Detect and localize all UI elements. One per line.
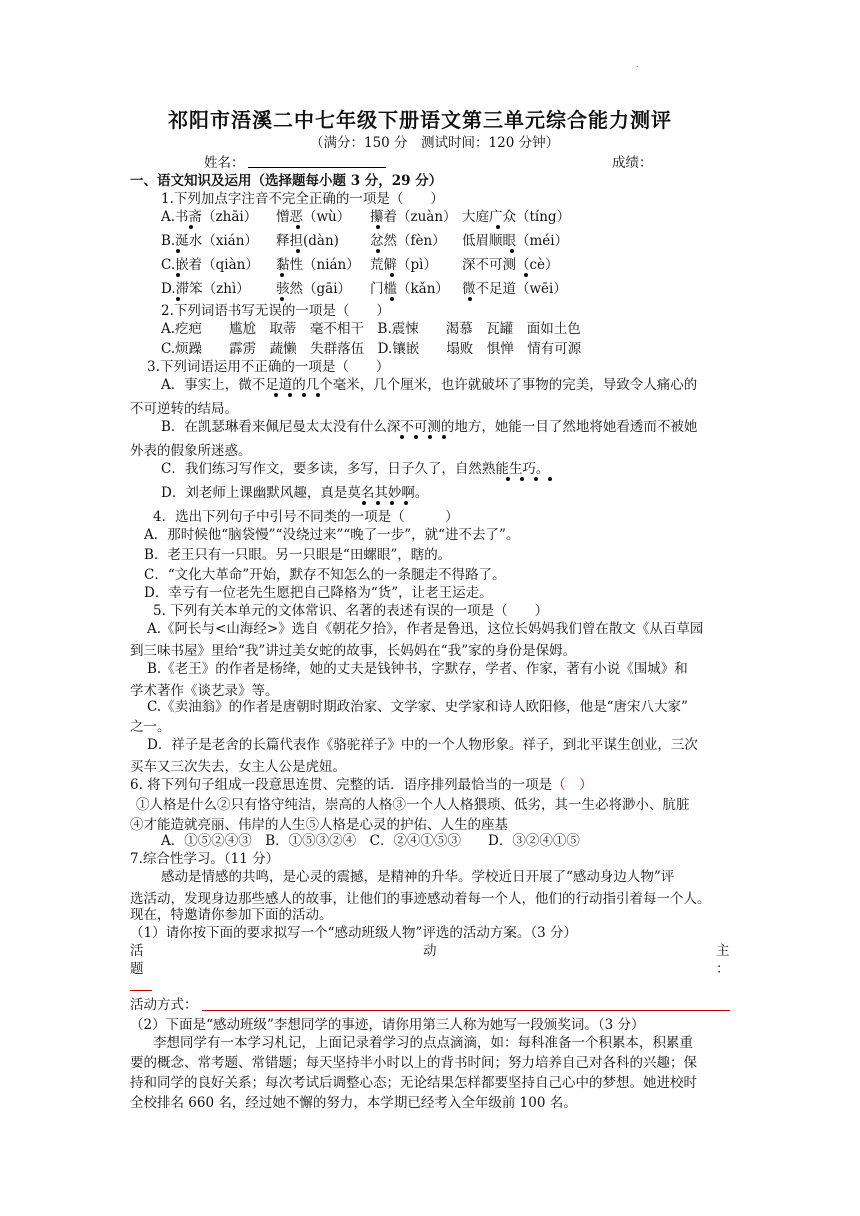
activity-method-label: 活动方式： — [130, 997, 198, 1013]
q3-option-d: D．刘老师上课幽默风趣，真是莫名其妙啊。 — [161, 485, 429, 501]
q6-options: A．①⑤②④③ B．①⑤③②④ C．②④①⑤③ D．③②④①⑤ — [161, 833, 580, 849]
q6-stem — [130, 774, 593, 796]
activity-theme-char-3: 主 — [716, 943, 730, 959]
name-label: 姓名： — [204, 155, 245, 171]
q2-row-1: A.疙疤 尴尬 取蒂 毫不相干 B.震悚 渴慕 瓦罐 面如土色 — [161, 321, 581, 337]
q1-option-a-2: 憎恶（wù） — [276, 209, 351, 225]
name-field[interactable] — [248, 167, 386, 168]
score-label: 成绩： — [612, 155, 653, 171]
activity-theme-char-1: 活 — [130, 943, 144, 959]
q1-option-b-1: B.涎水（xián） — [161, 233, 258, 249]
q1-option-c-3: 荒僻（pì） — [370, 257, 437, 273]
page-subtitle: （满分：150 分 测试时间：120 分钟） — [310, 135, 560, 151]
emphasis-dot — [534, 477, 538, 481]
q3-option-a-line2: 不可逆转的结局。 — [130, 401, 238, 417]
emphasis-dot — [288, 393, 292, 397]
q4-option-c: C．“文化大革命”开始，默存不知怎么的一条腿走不得路了。 — [144, 567, 506, 583]
activity-theme-char-2: 动 — [423, 943, 437, 959]
emphasis-dot — [520, 477, 524, 481]
emphasis-dot — [390, 501, 394, 505]
emphasis-dot — [442, 435, 446, 439]
q1-option-d-2: 骇然（gāi） — [276, 281, 352, 297]
emphasis-dot — [524, 273, 528, 277]
story-line1: 李想同学有一本学习札记，上面记录着学习的点点滴滴，如：每科准备一个积累本，积累重 — [153, 1035, 693, 1051]
q5-option-c-line2: 之一。 — [130, 719, 171, 735]
q4-option-b: B．老王只有一只眼。另一只眼是“田螺眼”，瞎的。 — [144, 547, 452, 563]
section-heading: 一、语文知识及运用（选择题每小题 3 分，29 分） — [130, 173, 443, 189]
emphasis-dot — [428, 435, 432, 439]
q7-stem: 7.综合性学习。（11 分） — [130, 851, 280, 867]
q7-sub2: （2）下面是“感动班级”李想同学的事迹，请你用第三人称为她写一段颁奖词。（3 分） — [130, 1017, 645, 1033]
q1-option-c-4: 深不可测（cè） — [462, 257, 559, 273]
q2-stem: 2.下列词语书写无误的一项是（ ） — [161, 303, 390, 319]
q6-stem-text: 6. 将下列句子组成一段意思连贯、完整的话．语序排列最恰当的一项是 — [130, 777, 553, 793]
q7-sub1: （1）请你按下面的要求拟写一个“感动班级人物”评选的活动方案。（3 分） — [130, 925, 578, 941]
q1-option-b-2: 释担(dàn) — [276, 233, 339, 249]
activity-theme-colon: ： — [716, 961, 730, 977]
q5-stem: 5. 下列有关本单元的文体常识、名著的表述有误的一项是（ ） — [153, 603, 549, 619]
emphasis-dot — [376, 225, 380, 229]
emphasis-dot — [176, 249, 180, 253]
corner-mark: . — [636, 60, 639, 69]
emphasis-dot — [296, 249, 300, 253]
emphasis-dot — [548, 477, 552, 481]
q3-option-a-line1: A．事实上，微不足道的几个毫米，几个厘米，也许就破坏了事物的完美，导致令人痛心的 — [161, 377, 698, 393]
emphasis-dot — [362, 501, 366, 505]
q1-option-c-2: 黏性（nián） — [276, 257, 360, 273]
q6-sentences-line2: ④才能造就亮丽、伟岸的人生⑤人格是心灵的护佑、人生的座基 — [130, 817, 508, 833]
q5-option-d-line2: 买车又三次失去，女主人公是虎妞。 — [130, 759, 346, 775]
emphasis-dot — [414, 435, 418, 439]
q7-intro-line3: 现在，特邀请你参加下面的活动。 — [130, 907, 333, 923]
emphasis-dot — [189, 225, 193, 229]
emphasis-dot — [404, 501, 408, 505]
q3-stem: 3.下列词语运用不正确的一项是（ ） — [147, 359, 390, 375]
q5-option-b-line1: B.《老王》的作者是杨绛，她的丈夫是钱钟书，字默存，学者、作家，著有小说《围城》和 — [147, 661, 688, 677]
emphasis-dot — [296, 225, 300, 229]
q1-option-b-3: 忿然（fèn） — [370, 233, 446, 249]
story-line2: 要的概念、常考题、常错题；每天坚持半小时以上的背书时间；努力培养自己对各科的兴趣；保 — [130, 1055, 697, 1071]
q2-row-2: C.烦躁 霹雳 蔬懒 失群落伍 D.镶嵌 塌败 惧惮 情有可源 — [161, 341, 582, 357]
q1-option-a-3: 攥着（zuàn） — [370, 209, 457, 225]
q1-option-c-1: C.嵌着（qiàn） — [161, 257, 259, 273]
emphasis-dot — [506, 477, 510, 481]
q5-option-c-line1: C.《卖油翁》的作者是唐朝时期政治家、文学家、史学家和诗人欧阳修，他是“唐宋八大家” — [147, 699, 688, 715]
emphasis-dot — [496, 225, 500, 229]
q4-stem: 4．选出下列句子中引号不同类的一项是（ ） — [153, 509, 459, 525]
q1-option-a-4: 大庭广众（tíng） — [462, 209, 571, 225]
q4-option-d: D．幸亏有一位老先生愿把自己降格为“货”，让老王运走。 — [144, 585, 493, 601]
emphasis-dot — [176, 273, 180, 277]
q3-option-b-line1: B．在凯瑟琳看来佩尼曼太太没有什么深不可测的地方，她能一目了然地将她看透而不被她 — [161, 419, 698, 435]
emphasis-dot — [390, 273, 394, 277]
emphasis-dot — [316, 393, 320, 397]
q5-option-a-line2: 到三味书屋》里给“我”讲过美女蛇的故事，长妈妈在“我”家的身份是保姆。 — [130, 643, 577, 659]
q5-option-a-line1: A.《阿长与<山海经>》选自《朝花夕拾》，作者是鲁迅，这位长妈妈我们曾在散文《从百草园 — [147, 621, 704, 637]
emphasis-dot — [390, 297, 394, 301]
page-title: 祁阳市浯溪二中七年级下册语文第三单元综合能力测评 — [168, 108, 672, 132]
q3-option-c: C．我们练习写作文，要多读，多写，日子久了，自然熟能生巧。 — [161, 461, 550, 477]
emphasis-dot — [274, 393, 278, 397]
q7-intro-line1: 感动是情感的共鸣，是心灵的震撼，是精神的升华。学校近日开展了“感动身边人物”评 — [161, 869, 675, 885]
q4-option-a: A．那时候他“脑袋慢”“没绕过来”“晚了一步”，就“进不去了”。 — [144, 527, 520, 543]
story-line4: 全校排名 660 名，经过她不懈的努力，本学期已经考入全年级前 100 名。 — [130, 1095, 577, 1111]
q1-option-d-4: 微不足道（wēi） — [462, 281, 567, 297]
q7-intro-line2: 选活动，发现身边那些感人的故事，让他们的事迹感动着每一个人，他们的行动指引着每一个人。 — [130, 891, 711, 907]
story-line3: 持和同学的良好关系；每次考试后调整心态；无论结果怎样都要坚持自己心中的梦想。她进校时 — [130, 1075, 697, 1091]
q1-stem: 1.下列加点字注音不完全正确的一项是（ ） — [161, 191, 444, 207]
activity-theme-char-4: 题 — [130, 961, 144, 977]
q1-option-d-1: D.滞笨（zhì） — [161, 281, 250, 297]
emphasis-dot — [468, 297, 472, 301]
q6-answer-paren: （ ） — [552, 777, 593, 793]
q1-option-d-3: 门槛（kǎn） — [370, 281, 449, 297]
emphasis-dot — [376, 249, 380, 253]
q6-sentences-line1: ①人格是什么②只有恪守纯洁，崇高的人格③一个人人格猥琐、低劣，其一生必将渺小、肮脏 — [136, 797, 690, 813]
q5-option-d-line1: D．祥子是老舍的长篇代表作《骆驼祥子》中的一个人物形象。祥子，到北平谋生创业，三次 — [147, 737, 698, 753]
emphasis-dot — [280, 273, 284, 277]
q1-option-a-1: A.书斋（zhāi） — [161, 209, 258, 225]
activity-method-field[interactable] — [202, 1010, 730, 1011]
q3-option-b-line2: 外表的假象所迷惑。 — [130, 443, 252, 459]
emphasis-dot — [400, 435, 404, 439]
emphasis-dot — [302, 393, 306, 397]
activity-theme-field[interactable] — [130, 990, 152, 991]
emphasis-dot — [510, 249, 514, 253]
emphasis-dot — [376, 501, 380, 505]
q5-option-b-line2: 学术著作《谈艺录》等。 — [130, 683, 279, 699]
q1-option-b-4: 低眉顺眼（méi） — [462, 233, 569, 249]
